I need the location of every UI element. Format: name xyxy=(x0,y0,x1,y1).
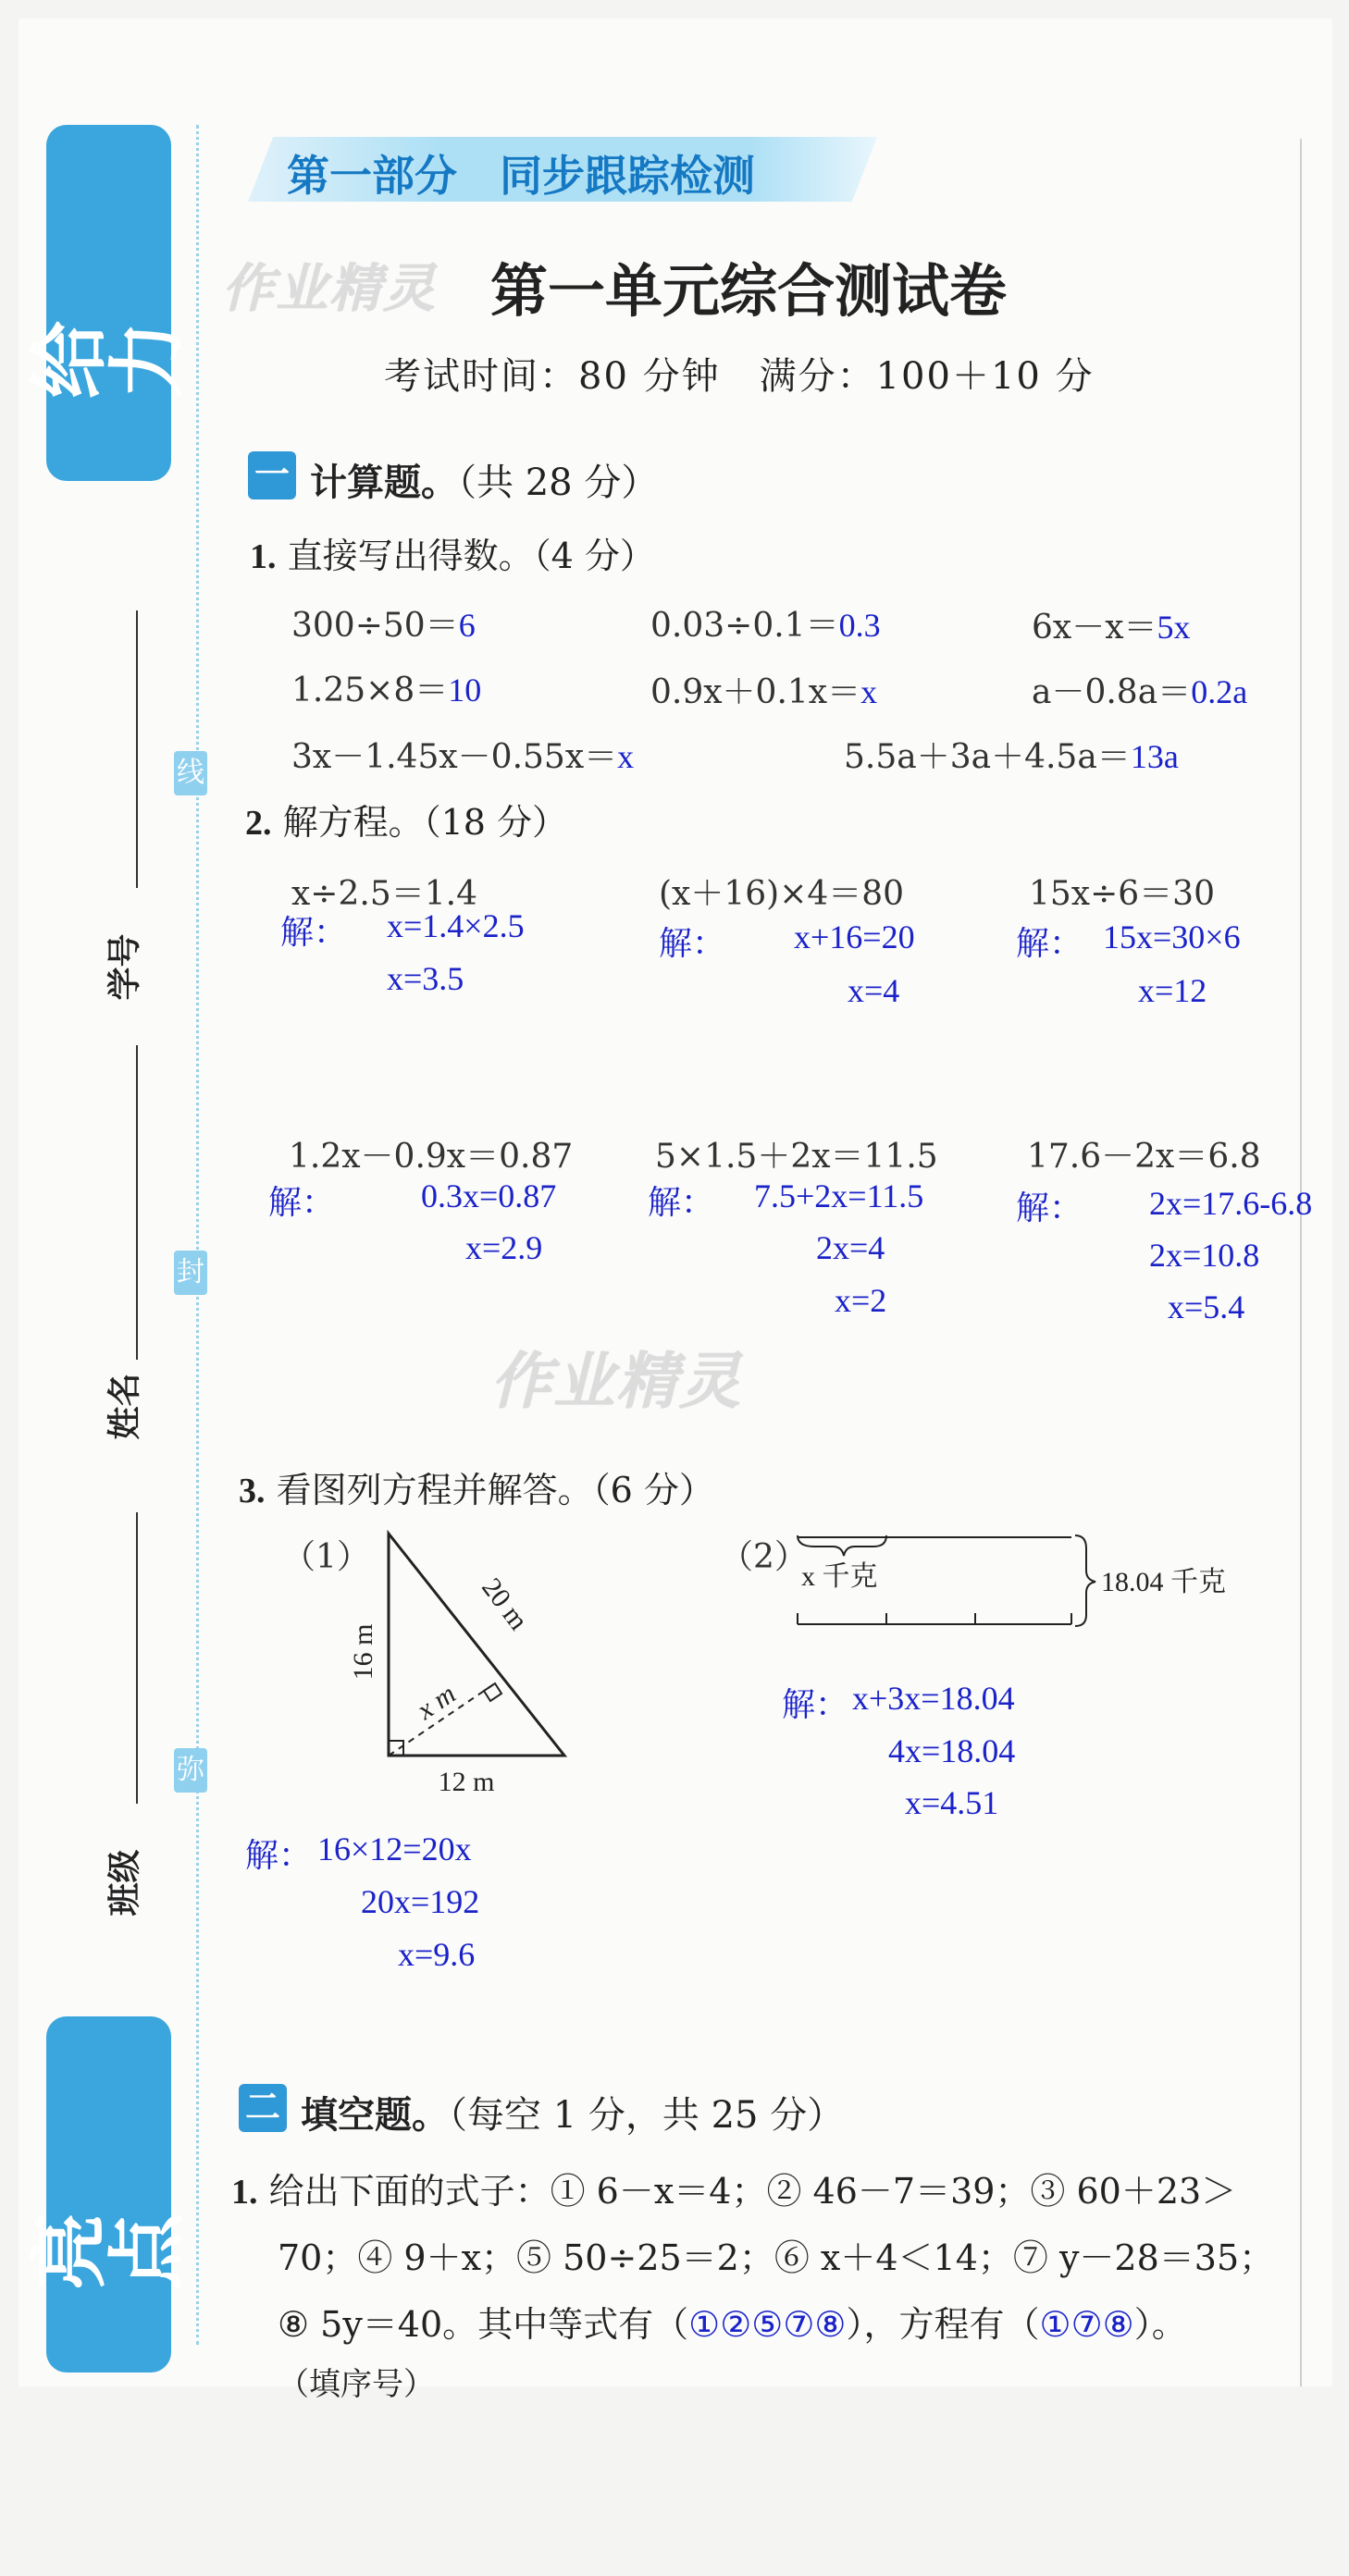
equation: x÷2.5＝1.4 xyxy=(291,875,477,913)
fill-q1-line4: （填序号） xyxy=(278,2366,435,2403)
calc-item: 0.9x＋0.1x＝x xyxy=(650,673,878,711)
fill-q1-text-3c: ）。 xyxy=(1133,2304,1187,2345)
section-2-points: （每空 1 分，共 25 分） xyxy=(449,2094,845,2137)
total-brace xyxy=(1075,1535,1095,1626)
fill-q1-line3 xyxy=(278,2296,1187,2347)
calc-answer: 6 xyxy=(458,607,476,644)
calc-answer: 5x xyxy=(1157,609,1191,646)
triangle-shape xyxy=(389,1534,564,1756)
q1-1-text: 直接写出得数。（4 分） xyxy=(287,536,655,576)
watermark-top: 作业精灵 xyxy=(222,259,437,319)
equation: 1.2x－0.9x＝0.87 xyxy=(289,1138,574,1176)
calc-answer: 10 xyxy=(448,672,482,709)
solve-step: 15x=30×6 xyxy=(1103,918,1241,955)
calc-item: 6x－x＝5x xyxy=(1032,609,1191,647)
student-id-line xyxy=(136,610,138,888)
solve-step: 7.5+2x=11.5 xyxy=(754,1177,924,1214)
q1-2-prompt xyxy=(245,794,567,844)
solve-step: x=2.9 xyxy=(465,1229,543,1266)
calc-item: 1.25×8＝10 xyxy=(291,672,482,709)
equation: 5×1.5＋2x＝11.5 xyxy=(655,1138,938,1176)
equation: 15x÷6＝30 xyxy=(1029,875,1215,913)
q1-1-prompt xyxy=(250,527,655,578)
solve-step: 20x=192 xyxy=(361,1883,480,1920)
q1-2-num: 2. xyxy=(245,804,272,843)
solve-step: 16×12=20x xyxy=(317,1830,472,1867)
q1-3-num: 3. xyxy=(239,1472,266,1510)
calc-answer: x xyxy=(617,738,635,775)
exam-info: 考试时间：80 分钟 满分：100＋10 分 xyxy=(384,355,1095,398)
section-2-title: 填空题。 xyxy=(301,2094,449,2137)
equation: (x＋16)×4＝80 xyxy=(659,875,905,913)
triangle-figure xyxy=(348,1517,592,1804)
q1-3-text: 看图列方程并解答。（6 分） xyxy=(276,1470,714,1510)
unit-label: x 千克 xyxy=(801,1561,878,1592)
fill-q1-text-1: 给出下面的式子：① 6－x＝4；② 46－7＝39；③ 60＋23＞ xyxy=(268,2171,1237,2212)
fig1-label: （1） xyxy=(282,1538,370,1576)
height-label: x m xyxy=(411,1678,462,1726)
side-a-label: 16 m xyxy=(348,1623,378,1681)
fig2-label: （2） xyxy=(720,1538,808,1576)
solve-step: x=3.5 xyxy=(387,960,464,997)
unit-brace xyxy=(798,1535,886,1556)
right-margin-line xyxy=(1300,139,1302,2386)
calc-item: a－0.8a＝0.2a xyxy=(1032,673,1248,711)
solve-step: x=1.4×2.5 xyxy=(387,907,525,944)
side-b-label: 12 m xyxy=(438,1767,495,1797)
binding-dotted-line xyxy=(196,125,199,2345)
page-title: 第一单元综合测试卷 xyxy=(490,257,1008,325)
jie-label: 解： xyxy=(1016,925,1083,962)
seal-feng: 封 xyxy=(174,1251,207,1295)
name-label: 姓名 xyxy=(105,1373,144,1440)
seal-mi: 弥 xyxy=(174,1748,207,1793)
solve-step: x+16=20 xyxy=(794,918,915,955)
class-line xyxy=(136,1512,138,1804)
calc-answer: 0.3 xyxy=(838,607,881,644)
total-label: 18.04 千克 xyxy=(1101,1567,1226,1597)
solve-step: x=9.6 xyxy=(398,1936,476,1973)
solve-step: 2x=17.6-6.8 xyxy=(1149,1185,1313,1222)
solve-step: x+3x=18.04 xyxy=(852,1680,1015,1717)
solve-step: x=4 xyxy=(848,972,900,1009)
section-1-heading xyxy=(310,453,658,506)
section-banner-text: 第一部分 同步跟踪检测 xyxy=(287,151,755,201)
fill-q1-num: 1. xyxy=(231,2173,258,2212)
solve-step: 2x=4 xyxy=(816,1229,885,1266)
student-id-label: 学号 xyxy=(105,933,144,1001)
solve-step: 0.3x=0.87 xyxy=(421,1177,557,1214)
solve-step: x=5.4 xyxy=(1168,1288,1245,1325)
equation: 17.6－2x＝6.8 xyxy=(1027,1138,1261,1176)
fill-q1-text-3b: ），方程有（ xyxy=(846,2304,1040,2345)
calc-item: 300÷50＝6 xyxy=(291,607,476,645)
section-1-badge: 一 xyxy=(248,451,296,499)
calc-item: 5.5a＋3a＋4.5a＝13a xyxy=(844,738,1179,776)
seal-xian: 线 xyxy=(174,751,207,795)
fill-q1-line1 xyxy=(231,2163,1236,2213)
section-2-badge: 二 xyxy=(239,2084,287,2132)
equations-answer: ①②⑤⑦⑧ xyxy=(688,2304,847,2345)
calc-item: 3x－1.45x－0.55x＝x xyxy=(291,738,635,776)
jie-label: 解： xyxy=(659,925,726,962)
solve-step: 4x=18.04 xyxy=(888,1732,1016,1769)
jie-label: 解： xyxy=(268,1184,336,1221)
calc-answer: 13a xyxy=(1130,738,1179,775)
solve-step: x=12 xyxy=(1138,972,1207,1009)
jie-label: 解： xyxy=(245,1837,313,1874)
equations-with-unknown-answer: ①⑦⑧ xyxy=(1039,2304,1134,2345)
jie-label: 解： xyxy=(1016,1189,1083,1226)
bar-diagram xyxy=(777,1528,1258,1639)
section-2-heading xyxy=(301,2086,844,2138)
q1-1-num: 1. xyxy=(250,537,277,576)
side-tab-bottom xyxy=(24,2016,193,2373)
q1-3-prompt xyxy=(239,1461,714,1512)
calc-answer: 0.2a xyxy=(1191,673,1248,710)
class-label: 班级 xyxy=(105,1849,144,1917)
watermark-middle: 作业精灵 xyxy=(490,1346,742,1417)
side-tab-bottom-text: 亮点 xyxy=(24,2175,193,2291)
name-line xyxy=(136,1045,138,1360)
jie-label: 解： xyxy=(648,1184,715,1221)
jie-label: 解： xyxy=(782,1686,849,1723)
jie-label: 解： xyxy=(280,914,348,951)
calc-answer: x xyxy=(860,673,878,710)
q1-2-text: 解方程。（18 分） xyxy=(282,802,568,843)
height-right-angle xyxy=(484,1683,501,1701)
solve-step: x=2 xyxy=(835,1282,887,1319)
side-tab-top xyxy=(24,125,193,481)
side-tab-top-text: 给力 xyxy=(24,284,193,400)
calc-item: 0.03÷0.1＝0.3 xyxy=(650,607,881,645)
fill-q1-line2: 70；④ 9＋x；⑤ 50÷25＝2；⑥ x＋4＜14；⑦ y－28＝35； xyxy=(278,2237,1275,2278)
solve-step: 2x=10.8 xyxy=(1149,1237,1260,1274)
section-1-points: （共 28 分） xyxy=(458,462,659,504)
fill-q1-text-3a: ⑧ 5y＝40。其中等式有（ xyxy=(278,2304,689,2345)
solve-step: x=4.51 xyxy=(905,1784,999,1821)
section-1-title: 计算题。 xyxy=(310,462,458,504)
hypotenuse-label: 20 m xyxy=(476,1572,535,1636)
